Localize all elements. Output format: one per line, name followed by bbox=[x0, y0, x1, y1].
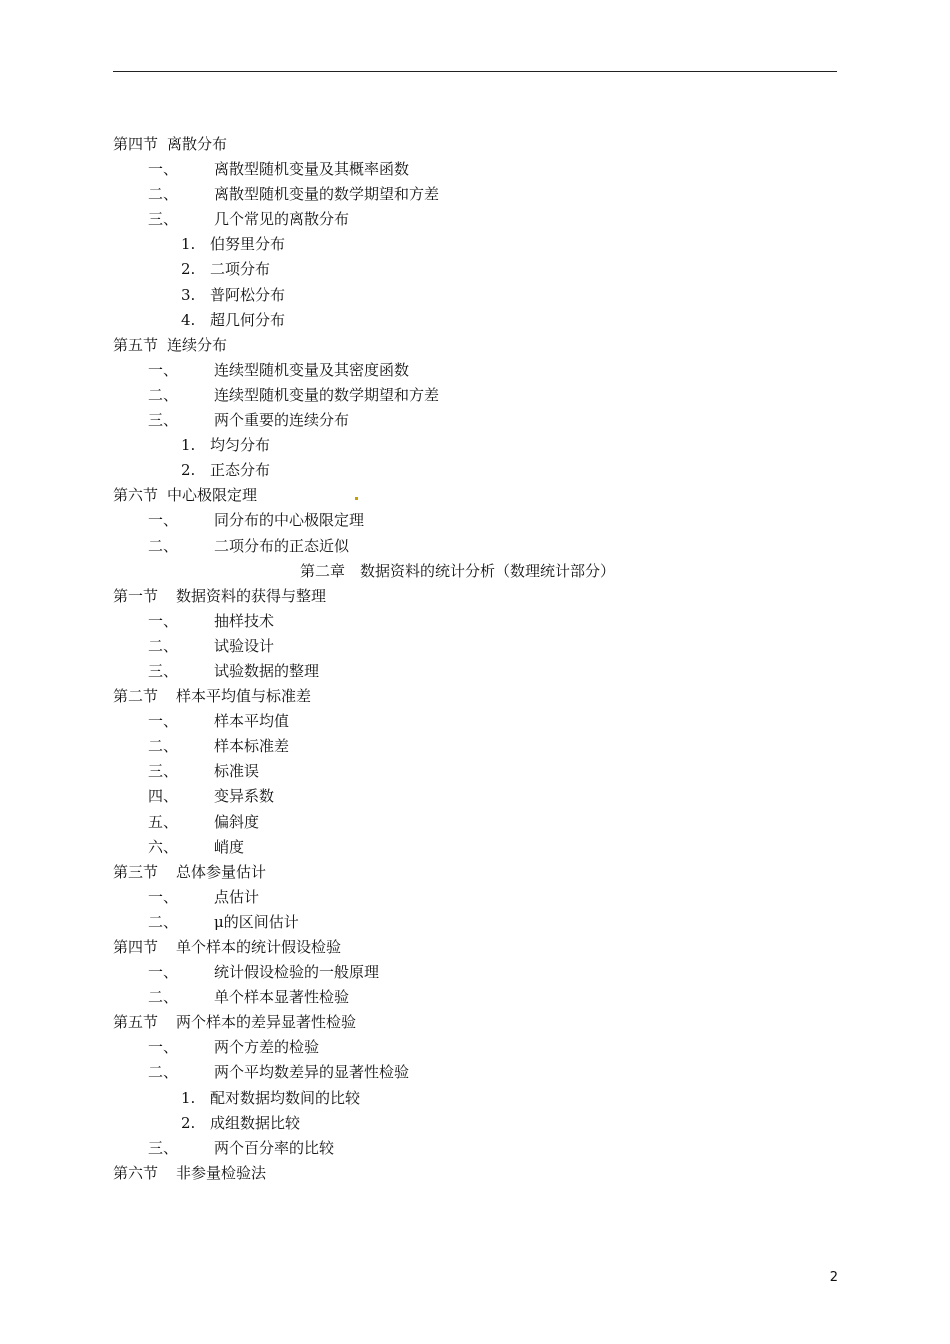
toc-section-label bbox=[113, 935, 341, 960]
toc-item-number: 2. bbox=[181, 1113, 196, 1132]
toc-section-title: 离散分布 bbox=[167, 135, 228, 153]
toc-item-title: 离散型随机变量及其概率函数 bbox=[214, 160, 410, 179]
toc-section bbox=[0, 1010, 950, 1035]
toc-item bbox=[0, 207, 950, 232]
toc-item-number: 一、 bbox=[148, 511, 179, 530]
toc-section-label bbox=[113, 1010, 356, 1035]
toc-item-number: 二、 bbox=[148, 737, 179, 756]
toc-section-label bbox=[113, 132, 227, 157]
toc-item-number: 三、 bbox=[148, 762, 179, 781]
toc-item bbox=[0, 534, 950, 559]
stray-dot-mark bbox=[355, 497, 358, 500]
toc-item-title: 成组数据比较 bbox=[210, 1113, 301, 1132]
toc-item bbox=[0, 734, 950, 759]
toc-item-number: 五、 bbox=[148, 812, 179, 831]
toc-item-title: 配对数据均数间的比较 bbox=[210, 1088, 361, 1107]
toc-item-title: 超几何分布 bbox=[210, 310, 286, 329]
toc-item-title: 普阿松分布 bbox=[210, 285, 286, 304]
toc-item-title: 均匀分布 bbox=[210, 436, 271, 455]
toc-subitem bbox=[0, 283, 950, 308]
toc-item-title: 离散型随机变量的数学期望和方差 bbox=[214, 185, 440, 204]
toc-item-title: 正态分布 bbox=[210, 461, 271, 480]
toc-item-number: 六、 bbox=[148, 837, 179, 856]
table-of-contents bbox=[0, 132, 950, 1186]
toc-item-number: 三、 bbox=[148, 411, 179, 430]
toc-section-number: 第六节 bbox=[113, 486, 159, 505]
toc-section-title: 数据资料的获得与整理 bbox=[176, 586, 327, 605]
toc-item-number: 三、 bbox=[148, 661, 179, 680]
toc-item-title: 统计假设检验的一般原理 bbox=[214, 963, 380, 982]
toc-item-number: 3. bbox=[181, 285, 196, 304]
toc-section-number: 第一节 bbox=[113, 586, 159, 605]
toc-item-number: 一、 bbox=[148, 160, 179, 179]
toc-section-number: 第四节 bbox=[113, 938, 159, 956]
toc-item-title: 几个常见的离散分布 bbox=[214, 210, 350, 229]
toc-section-label bbox=[113, 1161, 266, 1186]
toc-item bbox=[0, 508, 950, 533]
toc-item bbox=[0, 960, 950, 985]
toc-item-title: 变异系数 bbox=[214, 787, 275, 806]
toc-item-title: 试验设计 bbox=[214, 636, 275, 655]
toc-item-title: 标准误 bbox=[214, 762, 260, 781]
toc-subitem bbox=[0, 433, 950, 458]
toc-chapter-title: 第二章 数据资料的统计分析（数理统计部分） bbox=[300, 561, 616, 580]
toc-section-title: 两个样本的差异显著性检验 bbox=[176, 1013, 357, 1032]
toc-section bbox=[0, 132, 950, 157]
toc-item bbox=[0, 985, 950, 1010]
toc-item-title: 试验数据的整理 bbox=[214, 661, 320, 680]
toc-item-number: 1. bbox=[181, 436, 196, 455]
toc-section bbox=[0, 584, 950, 609]
toc-item-number: 二、 bbox=[148, 536, 179, 555]
toc-subitem bbox=[0, 257, 950, 282]
toc-item-number: 2. bbox=[181, 260, 196, 279]
toc-item-title: 两个百分率的比较 bbox=[214, 1138, 335, 1157]
toc-item-number: 1. bbox=[181, 235, 196, 254]
toc-item bbox=[0, 1136, 950, 1161]
toc-section-label bbox=[113, 584, 326, 609]
toc-section-title: 样本平均值与标准差 bbox=[176, 687, 312, 706]
toc-item bbox=[0, 659, 950, 684]
toc-section-number: 第三节 bbox=[113, 862, 159, 881]
toc-item-number: 四、 bbox=[148, 787, 179, 806]
toc-item-number: 2. bbox=[181, 461, 196, 480]
toc-item-number: 一、 bbox=[148, 887, 179, 906]
toc-section-label bbox=[113, 684, 311, 709]
toc-item bbox=[0, 408, 950, 433]
toc-section bbox=[0, 1161, 950, 1186]
toc-item-number: 二、 bbox=[148, 988, 179, 1007]
toc-item-number: 一、 bbox=[148, 611, 179, 630]
toc-item bbox=[0, 383, 950, 408]
toc-subitem bbox=[0, 1086, 950, 1111]
toc-item-number: 二、 bbox=[148, 912, 179, 931]
toc-item-title: 二项分布的正态近似 bbox=[214, 536, 350, 555]
toc-section bbox=[0, 483, 950, 508]
toc-item-number: 三、 bbox=[148, 1138, 179, 1157]
toc-item bbox=[0, 157, 950, 182]
toc-item-number: 一、 bbox=[148, 1038, 179, 1057]
toc-item-number: 一、 bbox=[148, 360, 179, 379]
toc-item-title: 两个重要的连续分布 bbox=[214, 411, 350, 430]
toc-item-title: 样本标准差 bbox=[214, 737, 290, 756]
toc-subitem bbox=[0, 1111, 950, 1136]
toc-section-title: 单个样本的统计假设检验 bbox=[176, 938, 342, 956]
toc-item-title: 点估计 bbox=[214, 887, 260, 906]
toc-item-title: 样本平均值 bbox=[214, 712, 290, 731]
toc-item-number: 二、 bbox=[148, 636, 179, 655]
toc-subitem bbox=[0, 458, 950, 483]
toc-item-number: 二、 bbox=[148, 385, 179, 404]
toc-item bbox=[0, 358, 950, 383]
toc-item-number: 4. bbox=[181, 310, 196, 329]
toc-item-number: 二、 bbox=[148, 185, 179, 204]
toc-section-title: 总体参量估计 bbox=[176, 862, 267, 881]
toc-item-title: μ的区间估计 bbox=[214, 912, 299, 931]
toc-item bbox=[0, 784, 950, 809]
toc-item bbox=[0, 1060, 950, 1085]
toc-item bbox=[0, 1035, 950, 1060]
toc-section-number: 第五节 bbox=[113, 335, 159, 354]
toc-section-label bbox=[113, 333, 227, 358]
toc-item-title: 峭度 bbox=[214, 837, 245, 856]
toc-section bbox=[0, 935, 950, 960]
toc-item bbox=[0, 835, 950, 860]
toc-item-title: 抽样技术 bbox=[214, 611, 275, 630]
toc-item-title: 二项分布 bbox=[210, 260, 271, 279]
toc-section-title: 非参量检验法 bbox=[176, 1163, 267, 1182]
toc-item-number: 一、 bbox=[148, 963, 179, 982]
toc-section bbox=[0, 860, 950, 885]
toc-item-title: 同分布的中心极限定理 bbox=[214, 511, 365, 530]
toc-item-title: 连续型随机变量的数学期望和方差 bbox=[214, 385, 440, 404]
toc-item-number: 1. bbox=[181, 1088, 196, 1107]
toc-subitem bbox=[0, 232, 950, 257]
toc-section bbox=[0, 684, 950, 709]
toc-item-title: 两个方差的检验 bbox=[214, 1038, 320, 1057]
toc-section bbox=[0, 333, 950, 358]
toc-section-number: 第二节 bbox=[113, 687, 159, 706]
header-rule bbox=[113, 71, 837, 72]
toc-section-label bbox=[113, 860, 266, 885]
toc-section-number: 第六节 bbox=[113, 1163, 159, 1182]
toc-item bbox=[0, 709, 950, 734]
toc-item-number: 一、 bbox=[148, 712, 179, 731]
toc-section-title: 中心极限定理 bbox=[167, 486, 258, 505]
toc-section-label bbox=[113, 483, 257, 508]
toc-item-number: 二、 bbox=[148, 1063, 179, 1082]
toc-item-title: 伯努里分布 bbox=[210, 235, 286, 254]
toc-section-number: 第四节 bbox=[113, 135, 159, 153]
toc-subitem bbox=[0, 308, 950, 333]
page-number: 2 bbox=[829, 1270, 838, 1285]
toc-item bbox=[0, 182, 950, 207]
toc-item bbox=[0, 810, 950, 835]
toc-section-number: 第五节 bbox=[113, 1013, 159, 1032]
toc-item-title: 单个样本显著性检验 bbox=[214, 988, 350, 1007]
toc-item bbox=[0, 759, 950, 784]
toc-item bbox=[0, 910, 950, 935]
toc-item-title: 两个平均数差异的显著性检验 bbox=[214, 1063, 410, 1082]
toc-section-title: 连续分布 bbox=[167, 335, 228, 354]
toc-item bbox=[0, 634, 950, 659]
toc-item-title: 连续型随机变量及其密度函数 bbox=[214, 360, 410, 379]
toc-chapter bbox=[0, 559, 950, 584]
toc-item-number: 三、 bbox=[148, 210, 179, 229]
toc-item bbox=[0, 885, 950, 910]
toc-item-title: 偏斜度 bbox=[214, 812, 260, 831]
toc-item bbox=[0, 609, 950, 634]
